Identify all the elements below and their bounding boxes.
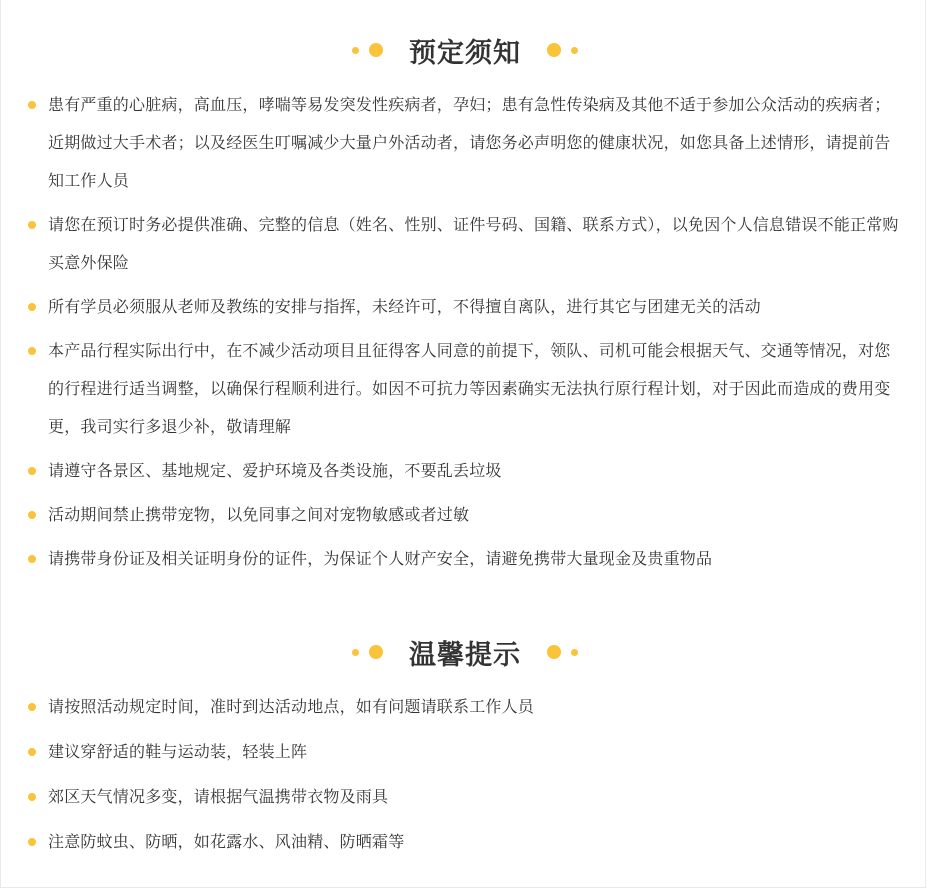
bullet-dot-icon [28, 101, 36, 109]
list-item [1, 688, 928, 726]
list-item-text: 请遵守各景区、基地规定、爱护环境及各类设施，不要乱丢垃圾 [48, 461, 502, 480]
list-item-text: 请携带身份证及相关证明身份的证件，为保证个人财产安全，请避免携带大量现金及贵重物品 [48, 549, 713, 568]
list-item-text: 请按照活动规定时间，准时到达活动地点，如有问题请联系工作人员 [48, 697, 535, 716]
list-item [1, 86, 928, 200]
list-item [1, 496, 928, 534]
tips-title: 温馨提示 [409, 639, 521, 671]
list-item [1, 288, 928, 326]
list-item [1, 823, 928, 861]
right-decoration-dots [547, 645, 578, 659]
bullet-dot-icon [28, 347, 36, 355]
bullet-dot-icon [28, 703, 36, 711]
bullet-dot-icon [28, 793, 36, 801]
right-decoration-dots [547, 43, 578, 57]
list-item [1, 206, 928, 282]
list-item-text: 注意防蚊虫、防晒，如花露水、风油精、防晒霜等 [48, 832, 405, 851]
bullet-dot-icon [28, 303, 36, 311]
tips-section-header [1, 632, 928, 672]
bullet-dot-icon [28, 467, 36, 475]
left-decoration-dots [352, 43, 383, 57]
list-item [1, 332, 928, 446]
notice-title: 预定须知 [409, 37, 521, 69]
list-item-text: 所有学员必须服从老师及教练的安排与指挥，未经许可，不得擅自离队，进行其它与团建无关的活动 [48, 297, 761, 316]
small-dot-icon [352, 649, 359, 656]
small-dot-icon [571, 47, 578, 54]
bullet-dot-icon [28, 221, 36, 229]
bullet-dot-icon [28, 748, 36, 756]
list-item-text: 患有严重的心脏病，高血压，哮喘等易发突发性疾病者，孕妇；患有急性传染病及其他不适于参加公众活动的疾病者；近期做过大手术者；以及经医生叮嘱减少大量户外活动者，请您务必声明您的健康状况，如您具备上述情形，请提前告知工作人员 [48, 95, 891, 190]
large-dot-icon [547, 43, 561, 57]
small-dot-icon [571, 649, 578, 656]
list-item [1, 778, 928, 816]
large-dot-icon [547, 645, 561, 659]
notice-list [1, 86, 928, 584]
small-dot-icon [352, 47, 359, 54]
large-dot-icon [369, 645, 383, 659]
list-item-text: 活动期间禁止携带宠物，以免同事之间对宠物敏感或者过敏 [48, 505, 470, 524]
bullet-dot-icon [28, 555, 36, 563]
list-item [1, 540, 928, 578]
list-item [1, 733, 928, 771]
bullet-dot-icon [28, 838, 36, 846]
list-item-text: 本产品行程实际出行中，在不减少活动项目且征得客人同意的前提下，领队、司机可能会根据天气、交通等情况，对您的行程进行适当调整，以确保行程顺利进行。如因不可抗力等因素确实无法执行原行程计划，对于因此而造成的费用变更，我司实行多退少补，敬请理解 [48, 341, 891, 436]
list-item [1, 452, 928, 490]
list-item-text: 建议穿舒适的鞋与运动装，轻装上阵 [48, 742, 308, 761]
bullet-dot-icon [28, 511, 36, 519]
tips-list [1, 688, 928, 868]
notice-section-header [1, 30, 928, 70]
list-item-text: 郊区天气情况多变，请根据气温携带衣物及雨具 [48, 787, 389, 806]
large-dot-icon [369, 43, 383, 57]
left-decoration-dots [352, 645, 383, 659]
list-item-text: 请您在预订时务必提供准确、完整的信息（姓名、性别、证件号码、国籍、联系方式），以免因个人信息错误不能正常购买意外保险 [48, 215, 899, 272]
